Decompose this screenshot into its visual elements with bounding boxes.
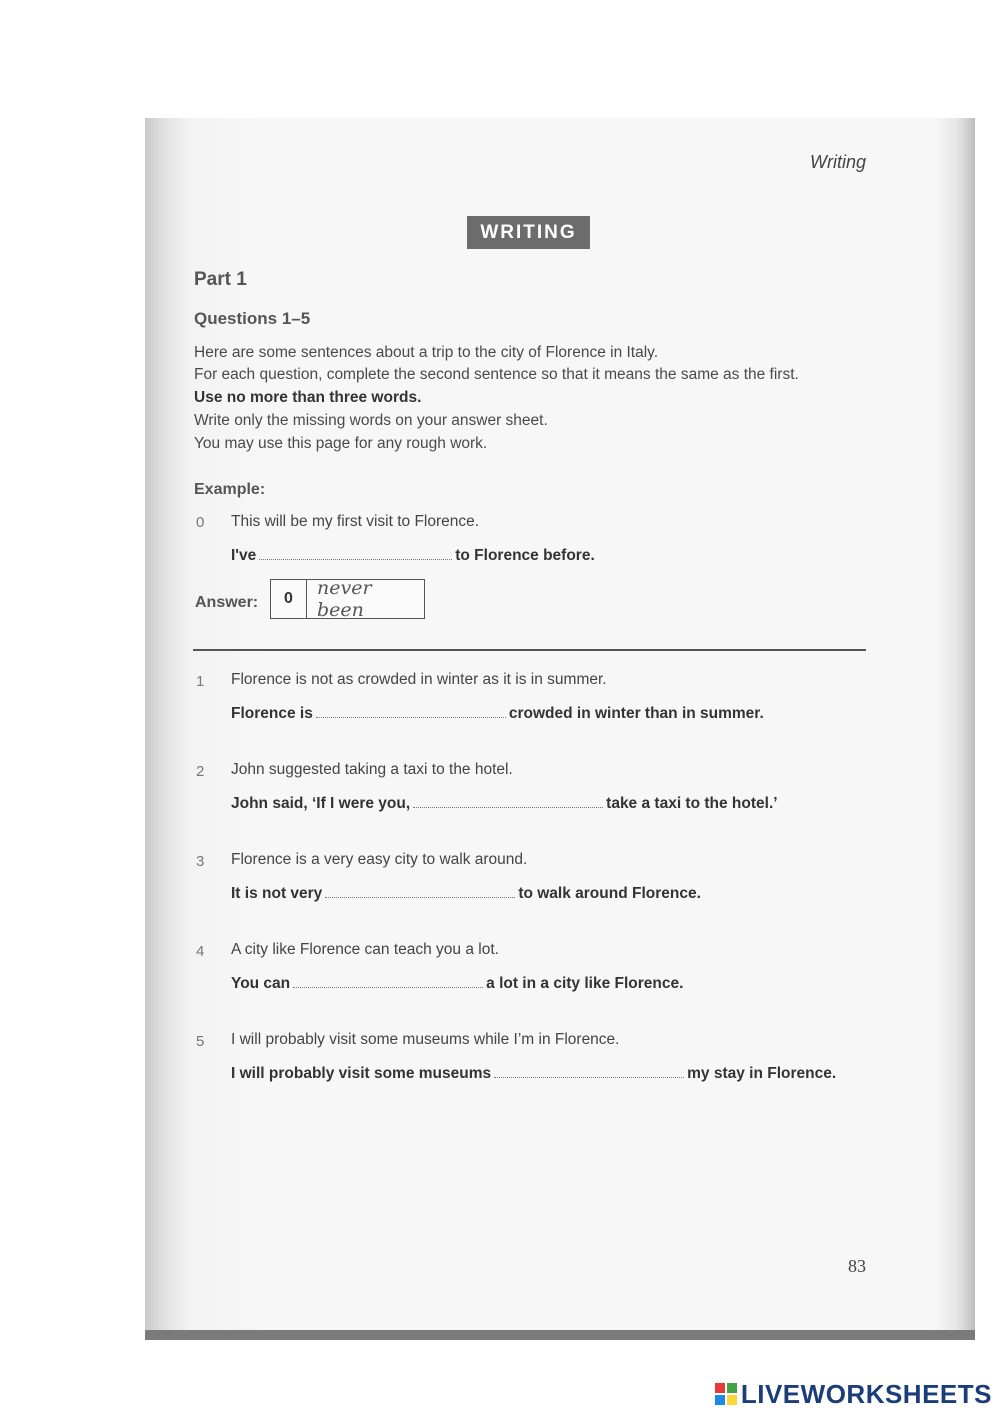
page-title: WRITING — [467, 216, 590, 249]
section-header: Writing — [810, 152, 867, 172]
answer-blank-2[interactable] — [413, 795, 603, 808]
question-sentence: A city like Florence can teach you a lot. — [231, 941, 499, 958]
question-suffix: to walk around Florence. — [518, 885, 701, 902]
question-suffix: take a taxi to the hotel.’ — [606, 795, 778, 812]
liveworksheets-logo-icon — [715, 1383, 737, 1405]
question-number: 3 — [196, 853, 205, 870]
page-number: 83 — [848, 1256, 866, 1276]
example-sentence: This will be my first visit to Florence. — [231, 513, 480, 530]
question-suffix: a lot in a city like Florence. — [486, 975, 684, 992]
questions-heading: Questions 1–5 — [194, 309, 311, 328]
logo-square — [715, 1395, 725, 1405]
question-prefix: John said, ‘If I were you, — [231, 795, 411, 812]
answer-blank-5[interactable] — [494, 1065, 684, 1078]
example-blank — [259, 547, 452, 560]
question-prefix: You can — [231, 975, 291, 992]
instruction-line: For each question, complete the second sentence so that it means the same as the first. — [194, 366, 799, 383]
instruction-line: Here are some sentences about a trip to the city of Florence in Italy. — [194, 344, 659, 361]
question-answer-line — [231, 795, 778, 813]
example-label: Example: — [194, 481, 266, 498]
question-sentence: John suggested taking a taxi to the hotel. — [231, 761, 513, 778]
example-prefix: I've — [231, 547, 257, 564]
question-suffix: crowded in winter than in summer. — [508, 705, 764, 722]
logo-square — [715, 1383, 725, 1393]
section-divider — [193, 649, 866, 651]
worksheet-page — [145, 118, 975, 1340]
example-suffix: to Florence before. — [455, 547, 595, 564]
brand-name: LIVEWORKSHEETS — [740, 1378, 992, 1409]
question-prefix: It is not very — [231, 885, 323, 902]
question-answer-line — [231, 1065, 836, 1083]
question-number: 2 — [196, 763, 205, 780]
answer-handwriting: never been — [317, 577, 372, 621]
instruction-line: You may use this page for any rough work. — [194, 435, 488, 452]
question-sentence: Florence is not as crowded in winter as it is in summer. — [231, 671, 607, 688]
question-number: 1 — [196, 673, 205, 690]
question-suffix: my stay in Florence. — [687, 1065, 837, 1082]
instruction-line: Write only the missing words on your answer sheet. — [194, 412, 548, 429]
logo-square — [727, 1383, 737, 1393]
liveworksheets-brand — [715, 1379, 992, 1409]
example-answer-line — [231, 547, 595, 565]
question-answer-line — [231, 975, 683, 993]
question-prefix: Florence is — [231, 705, 313, 722]
question-sentence: Florence is a very easy city to walk around. — [231, 851, 528, 868]
answer-label: Answer: — [195, 594, 259, 611]
answer-box — [270, 579, 425, 619]
question-answer-line — [231, 705, 764, 723]
question-number: 5 — [196, 1033, 205, 1050]
question-number: 4 — [196, 943, 205, 960]
question-prefix: I will probably visit some museums — [231, 1065, 492, 1082]
answer-blank-4[interactable] — [293, 975, 483, 988]
example-number: 0 — [196, 514, 205, 531]
answer-number: 0 — [271, 580, 307, 618]
answer-blank-3[interactable] — [325, 885, 515, 898]
part-heading: Part 1 — [194, 269, 247, 290]
question-sentence: I will probably visit some museums while I’m in Florence. — [231, 1031, 620, 1048]
question-answer-line — [231, 885, 701, 903]
answer-blank-1[interactable] — [316, 705, 506, 718]
instruction-line: Use no more than three words. — [194, 389, 422, 406]
logo-square — [727, 1395, 737, 1405]
